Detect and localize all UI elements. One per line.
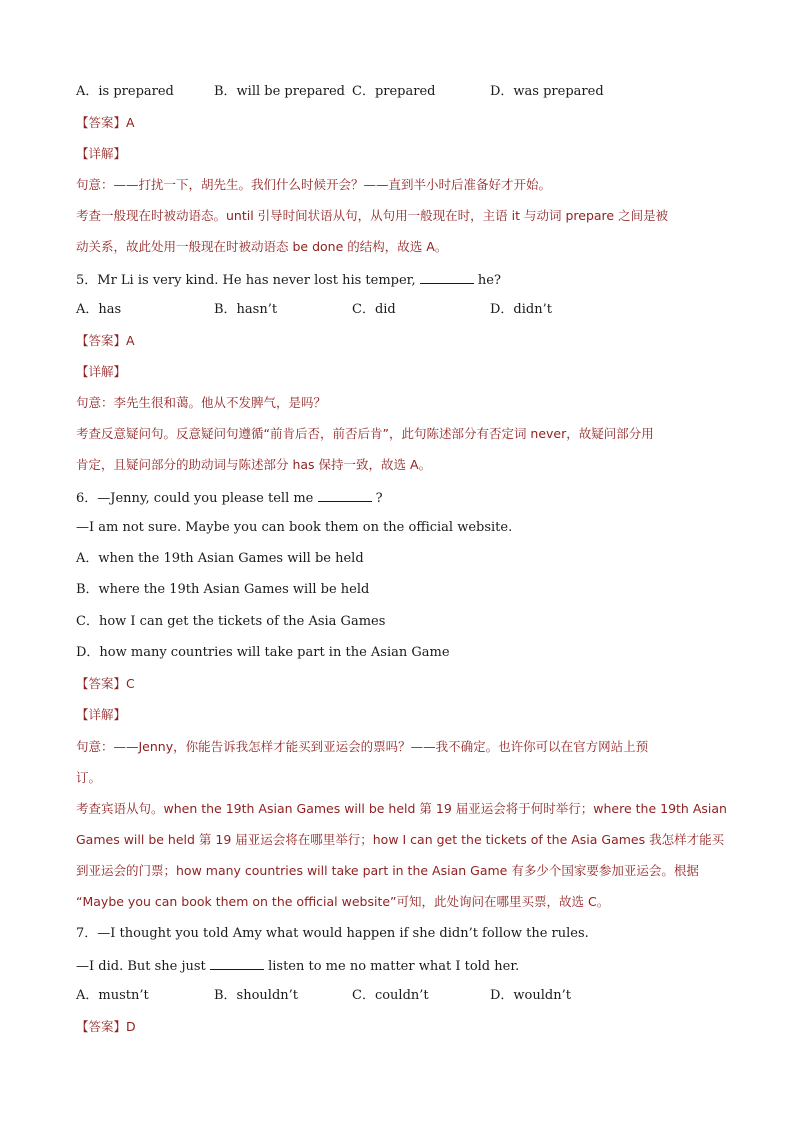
q7-stem-tail: listen to me no matter what I told her. [268,959,520,974]
q6-stem [76,489,716,507]
q5-stem-text: 5．Mr Li is very kind. He has never lost his temper, [76,273,416,288]
q4-answer: 【答案】A [76,115,135,130]
q5-stem [76,271,716,289]
q6-option-d[interactable]: D．how many countries will take part in the Asian Game [76,645,450,660]
q7-answer: 【答案】D [76,1019,136,1034]
q7-stem-text: —I did. But she just [76,959,206,974]
q7-option-d[interactable]: D．wouldn’t [490,988,571,1003]
q4-detail-heading: 【详解】 [76,146,127,161]
q7-stem-reply [76,957,716,975]
q6-explanation-line3: 到亚运会的门票；how many countries will take part in the Asian Game 有多少个国家要参加亚运会。根据 [76,863,699,878]
q4-option-b[interactable]: B．will be prepared [214,84,345,99]
q7-option-a[interactable]: A．mustn’t [76,988,149,1003]
q5-option-d[interactable]: D．didn’t [490,302,552,317]
q6-answer: 【答案】C [76,676,135,691]
q6-option-c[interactable]: C．how I can get the tickets of the Asia Games [76,614,386,629]
q6-option-a[interactable]: A．when the 19th Asian Games will be held [76,551,364,566]
q5-option-a[interactable]: A．has [76,302,122,317]
q4-explanation-line2: 动关系，故此处用一般现在时被动语态 be done 的结构，故选 A。 [76,239,448,254]
q5-detail-heading: 【详解】 [76,364,127,379]
q5-explanation-line1: 考查反意疑问句。反意疑问句遵循“前肯后否，前否后肯”，此句陈述部分有否定词 never，故疑问部分用 [76,426,654,441]
q5-stem-tail: he? [477,273,501,288]
q6-explanation-line1: 考查宾语从句。when the 19th Asian Games will be held 第 19 届亚运会将于何时举行；where the 19th Asian [76,801,727,816]
q6-blank[interactable] [318,489,372,502]
q4-option-d[interactable]: D．was prepared [490,84,604,99]
q7-option-b[interactable]: B．shouldn’t [214,988,299,1003]
q6-explanation-line2: Games will be held 第 19 届亚运会将在哪里举行；how I can get the tickets of the Asia Games 我怎样才能买 [76,832,725,847]
q7-blank[interactable] [210,957,264,970]
q6-explanation-line4: “Maybe you can book them on the official website”可知，此处询问在哪里买票，故选 C。 [76,894,610,909]
q5-option-b[interactable]: B．hasn’t [214,302,278,317]
q4-option-a[interactable]: A．is prepared [76,84,174,99]
q6-detail-heading: 【详解】 [76,707,127,722]
q5-option-c[interactable]: C．did [352,302,396,317]
q4-explanation-line1: 考查一般现在时被动语态。until 引导时间状语从句，从句用一般现在时，主语 it 与动词 prepare 之间是被 [76,208,669,223]
q7-stem: 7．—I thought you told Amy what would happen if she didn’t follow the rules. [76,926,589,941]
q6-stem-tail: ? [375,491,383,506]
q6-stem-text: 6．—Jenny, could you please tell me [76,491,314,506]
q5-answer: 【答案】A [76,333,135,348]
q6-meaning-line2: 订。 [76,770,102,785]
q5-blank[interactable] [420,271,474,284]
q5-meaning: 句意：李先生很和蔼。他从不发脾气，是吗？ [76,395,327,410]
q5-explanation-line2: 肯定，且疑问部分的助动词与陈述部分 has 保持一致，故选 A。 [76,457,432,472]
q6-stem-reply: —I am not sure. Maybe you can book them on the official website. [76,520,513,535]
q4-option-c[interactable]: C．prepared [352,84,436,99]
q6-meaning-line1: 句意：——Jenny，你能告诉我怎样才能买到亚运会的票吗？——我不确定。也许你可以在官方网站上预 [76,739,649,754]
q6-option-b[interactable]: B．where the 19th Asian Games will be held [76,582,370,597]
q7-option-c[interactable]: C．couldn’t [352,988,429,1003]
q4-meaning: 句意：——打扰一下，胡先生。我们什么时候开会？——直到半小时后准备好才开始。 [76,177,552,192]
